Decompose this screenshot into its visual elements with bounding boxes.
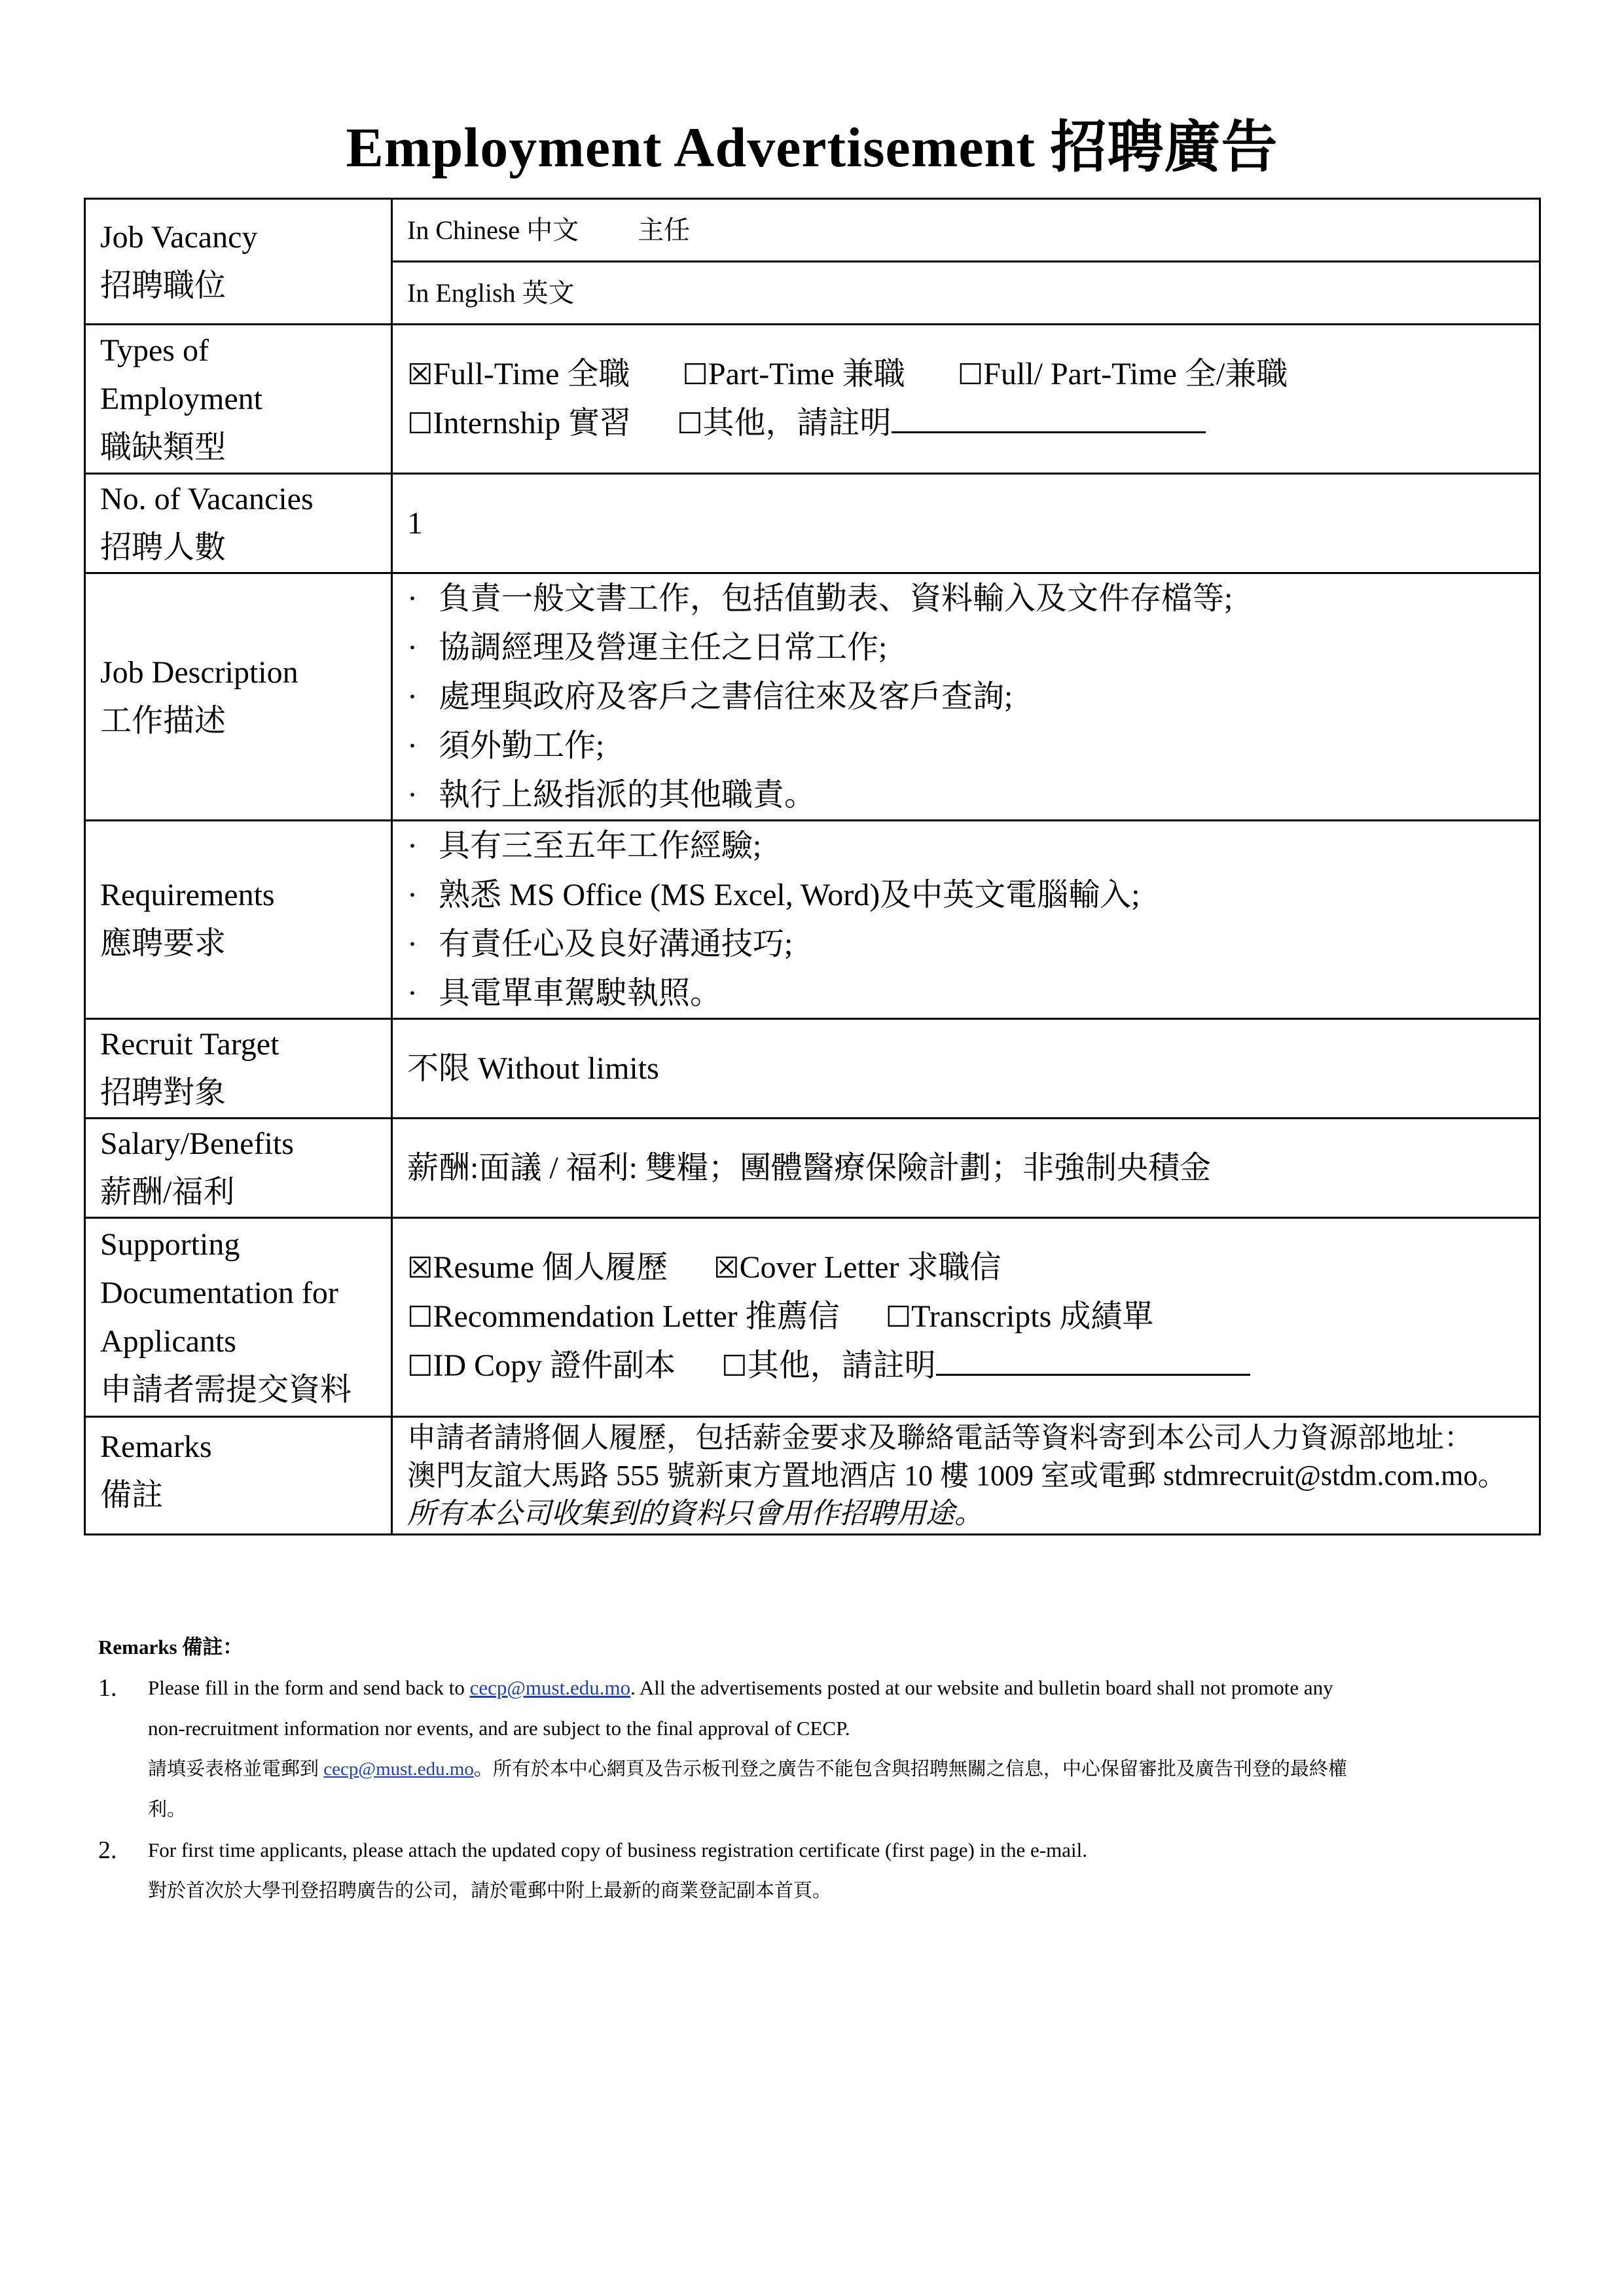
remarks-label [85, 1417, 392, 1535]
employment-type-label-cn: 職缺類型 [100, 429, 226, 465]
checkbox-empty-icon[interactable]: ☐ [407, 1350, 433, 1383]
documents-label-cn: 申請者需提交資料 [100, 1372, 352, 1407]
job-vacancy-label-en: Job Vacancy [100, 219, 258, 255]
documents-other-blank-field[interactable] [936, 1342, 1250, 1376]
employment-type-row [85, 325, 1540, 474]
page-title: Employment Advertisement 招聘廣告 [346, 116, 1278, 179]
job-vacancy-row-chinese [85, 199, 1540, 262]
option-recommendation-letter[interactable]: ☐Recommendation Letter 推薦信 [407, 1299, 840, 1334]
recruit-target-label-en: Recruit Target [100, 1026, 280, 1062]
option-other[interactable]: ☐其他，請註明 [677, 399, 1205, 448]
remarks-line-3: 所有本公司收集到的資料只會用作招聘用途。 [407, 1497, 983, 1530]
remarks-value[interactable] [392, 1417, 1540, 1535]
requirements-list [407, 821, 1526, 1018]
job-description-value[interactable] [392, 573, 1540, 821]
requirements-label [85, 821, 392, 1019]
note-1-en-line-1: Please fill in the form and send back to cecp@must.edu.mo. All the advertisements posted at our website and bulletin board shall not promote any [148, 1676, 1333, 1699]
vacancies-label [85, 474, 392, 573]
note-item-1 [98, 1668, 1538, 1830]
list-item: · 處理與政府及客戶之書信往來及客戶查詢; [407, 679, 1013, 714]
note-2-cn: 對於首次於大學刊登招聘廣告的公司，請於電郵中附上最新的商業登記副本首頁。 [148, 1880, 832, 1901]
remarks-row [85, 1417, 1540, 1535]
job-vacancy-chinese-label: In Chinese 中文 [407, 215, 579, 245]
job-vacancy-english-cell[interactable] [392, 262, 1540, 325]
remarks-label-en: Remarks [100, 1429, 212, 1464]
option-cover-letter[interactable]: ☒Cover Letter 求職信 [713, 1250, 1001, 1285]
checkbox-checked-icon[interactable]: ☒ [407, 357, 433, 391]
checkbox-checked-icon[interactable]: ☒ [407, 1251, 433, 1285]
vacancies-row [85, 474, 1540, 573]
checkbox-empty-icon[interactable]: ☐ [407, 406, 433, 440]
note-2-en: For first time applicants, please attach the updated copy of business registration certificate (first page) in the e-mail. [148, 1839, 1087, 1861]
requirements-label-cn: 應聘要求 [100, 926, 226, 961]
job-description-list [407, 574, 1526, 819]
job-vacancy-label [85, 199, 392, 325]
requirements-value[interactable] [392, 821, 1540, 1019]
salary-label [85, 1119, 392, 1218]
salary-row [85, 1119, 1540, 1218]
vacancies-value[interactable]: 1 [392, 474, 1540, 573]
option-resume[interactable]: ☒Resume 個人履歷 [407, 1250, 668, 1285]
vacancies-label-en: No. of Vacancies [100, 481, 314, 516]
footer-notes [98, 1627, 1538, 1911]
checkbox-empty-icon[interactable]: ☐ [677, 406, 703, 440]
recruit-target-value[interactable]: 不限 Without limits [392, 1019, 1540, 1119]
option-full-time[interactable]: ☒Full-Time 全職 [407, 356, 630, 391]
note-1-en-line-2: non-recruitment information nor events, and are subject to the final approval of CECP. [148, 1717, 850, 1740]
recruit-target-row [85, 1019, 1540, 1119]
note-1-cn-line-2: 利。 [148, 1799, 187, 1820]
documents-label-en-3: Applicants [100, 1323, 236, 1359]
option-documents-other[interactable]: ☐其他，請註明 [721, 1342, 1250, 1391]
option-id-copy[interactable]: ☐ID Copy 證件副本 [407, 1348, 676, 1383]
option-full-part-time[interactable]: ☐Full/ Part-Time 全/兼職 [957, 356, 1288, 391]
salary-value[interactable]: 薪酬:面議 / 福利: 雙糧；團體醫療保險計劃；非強制央積金 [392, 1119, 1540, 1218]
job-description-label-en: Job Description [100, 655, 298, 690]
option-internship[interactable]: ☐Internship 實習 [407, 405, 632, 440]
list-item: · 有責任心及良好溝通技巧; [407, 927, 793, 961]
remarks-line-2: 澳門友誼大馬路 555 號新東方置地酒店 10 樓 1009 室或電郵 stdmrecruit@stdm.com.mo。 [407, 1459, 1507, 1492]
remarks-line-1: 申請者請將個人履歷，包括薪金要求及聯絡電話等資料寄到本公司人力資源部地址： [407, 1421, 1473, 1454]
checkbox-empty-icon[interactable]: ☐ [721, 1350, 748, 1383]
employment-type-label [85, 325, 392, 474]
list-item: · 負責一般文書工作，包括值勤表、資料輸入及文件存檔等; [407, 581, 1233, 616]
list-item: · 具有三至五年工作經驗; [407, 829, 762, 863]
employment-type-line-1 [407, 350, 1526, 399]
list-item: · 須外勤工作; [407, 728, 605, 763]
job-vacancy-chinese-value: 主任 [638, 215, 691, 245]
documents-label [85, 1218, 392, 1417]
salary-label-cn: 薪酬/福利 [100, 1174, 235, 1210]
salary-label-en: Salary/Benefits [100, 1126, 294, 1161]
job-vacancy-chinese-cell[interactable] [392, 199, 1540, 262]
note-number: 2. [98, 1837, 117, 1864]
remarks-label-cn: 備註 [100, 1478, 164, 1513]
job-description-row [85, 573, 1540, 821]
documents-options [392, 1218, 1540, 1417]
employment-type-line-2 [407, 399, 1526, 448]
requirements-row [85, 821, 1540, 1019]
documents-line-3 [407, 1342, 1526, 1391]
documents-label-en-1: Supporting [100, 1227, 240, 1262]
list-item: · 熟悉 MS Office (MS Excel, Word)及中英文電腦輸入; [407, 878, 1140, 912]
documents-row [85, 1218, 1540, 1417]
employment-form-table [84, 198, 1541, 1535]
email-link[interactable]: cecp@must.edu.mo [323, 1759, 474, 1780]
option-transcripts[interactable]: ☐Transcripts 成績單 [885, 1299, 1154, 1334]
option-part-time[interactable]: ☐Part-Time 兼職 [682, 356, 905, 391]
job-vacancy-english-label: In English 英文 [407, 278, 575, 308]
list-item: · 執行上級指派的其他職責。 [407, 778, 816, 812]
recruit-target-label-cn: 招聘對象 [100, 1075, 226, 1110]
requirements-label-en: Requirements [100, 878, 275, 912]
checkbox-empty-icon[interactable]: ☐ [957, 357, 984, 391]
email-link[interactable]: cecp@must.edu.mo [469, 1676, 631, 1699]
employment-type-options [392, 325, 1540, 474]
employment-type-label-en-1: Types of [100, 332, 209, 368]
job-vacancy-label-cn: 招聘職位 [100, 268, 226, 303]
vacancies-label-cn: 招聘人數 [100, 529, 226, 565]
list-item: · 協調經理及營運主任之日常工作; [407, 630, 888, 665]
employment-type-label-en-2: Employment [100, 381, 262, 416]
checkbox-empty-icon[interactable]: ☐ [885, 1300, 912, 1334]
note-item-2 [98, 1830, 1538, 1911]
other-blank-field[interactable] [892, 400, 1206, 433]
documents-label-en-2: Documentation for [100, 1275, 338, 1310]
notes-heading: Remarks 備註： [98, 1636, 244, 1659]
checkbox-checked-icon[interactable]: ☒ [713, 1251, 740, 1285]
job-description-label [85, 573, 392, 821]
job-description-label-cn: 工作描述 [100, 703, 226, 738]
note-number: 1. [98, 1674, 117, 1702]
documents-line-2 [407, 1293, 1526, 1342]
note-1-cn-line-1: 請填妥表格並電郵到 cecp@must.edu.mo。所有於本中心網頁及告示板刊登之廣告不能包含與招聘無關之信息，中心保留審批及廣告刊登的最終權 [148, 1759, 1347, 1780]
list-item: · 具電單車駕駛執照。 [407, 976, 722, 1011]
recruit-target-label [85, 1019, 392, 1119]
checkbox-empty-icon[interactable]: ☐ [682, 357, 708, 391]
checkbox-empty-icon[interactable]: ☐ [407, 1300, 433, 1334]
documents-line-1 [407, 1244, 1526, 1293]
